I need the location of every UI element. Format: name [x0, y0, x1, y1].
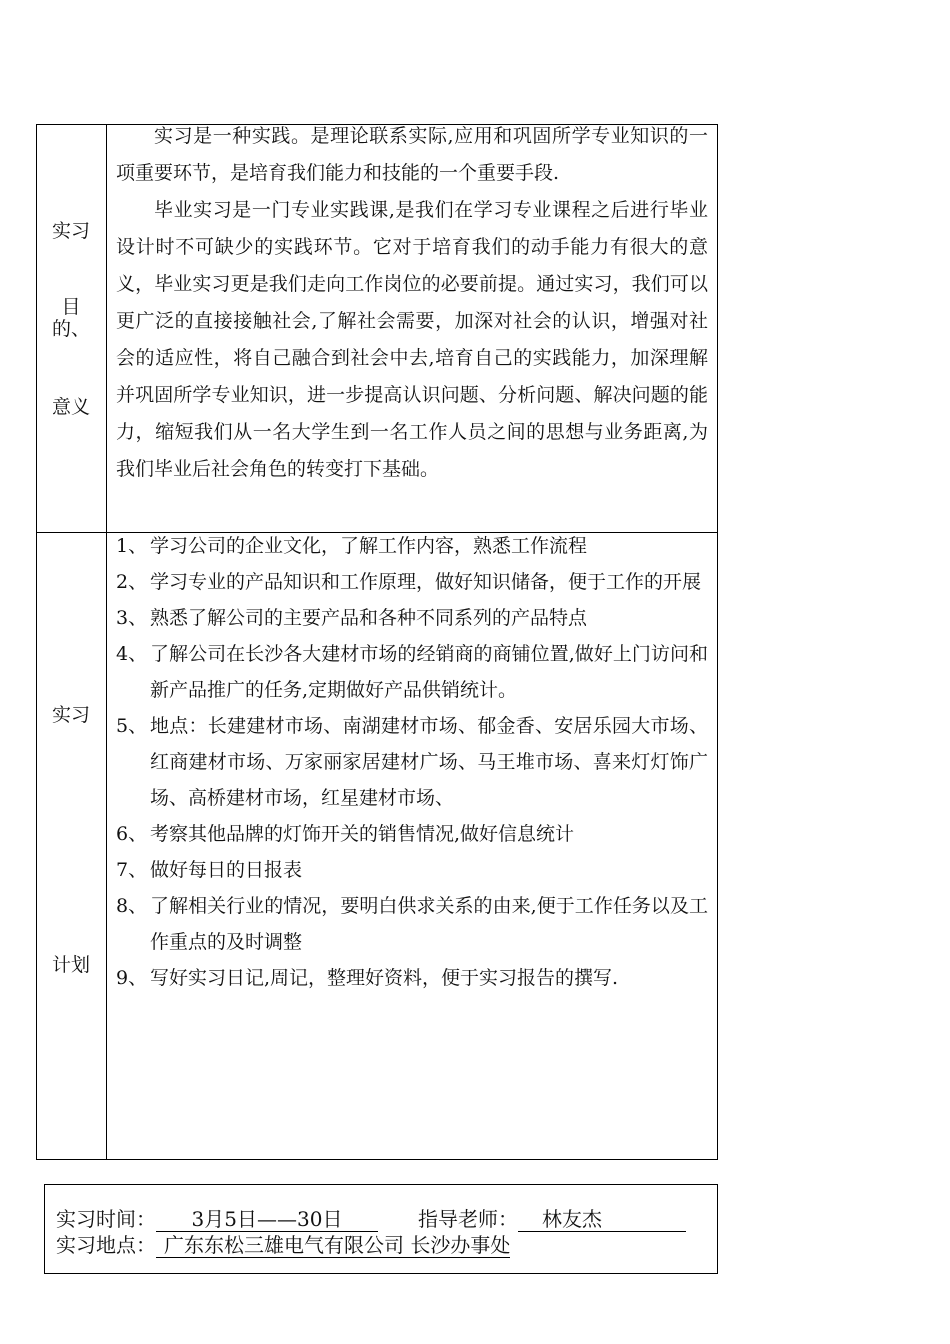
place-label: 实习地点： — [56, 1233, 156, 1257]
item-text: 了解相关行业的情况，要明白供求关系的由来,便于工作任务以及工作重点的及时调整 — [150, 895, 708, 953]
purpose-label — [36, 220, 106, 242]
item-text: 考察其他品牌的灯饰开关的销售情况,做好信息统计 — [150, 823, 575, 845]
purpose-label-line: 意义 — [51, 396, 90, 418]
list-item — [116, 528, 708, 564]
purpose-label-line: 实习 — [51, 220, 90, 242]
list-item — [116, 564, 708, 600]
plan-label-bottom — [36, 954, 106, 976]
item-text: 学习公司的企业文化，了解工作内容，熟悉工作流程 — [150, 535, 588, 557]
list-item — [116, 852, 708, 888]
purpose-label — [36, 396, 106, 418]
footer-time-line — [56, 1206, 686, 1232]
list-item — [116, 960, 708, 996]
time-label: 实习时间： — [56, 1207, 156, 1231]
plan-label-top — [36, 704, 106, 726]
purpose-label-line: 目 — [61, 296, 81, 318]
item-number: 3、 — [116, 607, 148, 629]
plan-label-line: 计划 — [51, 954, 90, 976]
purpose-paragraph: 实习是一种实践。是理论联系实际,应用和巩固所学专业知识的一项重要环节，是培育我们能力和技能的一个重要手段. — [116, 125, 708, 184]
item-text: 写好实习日记,周记，整理好资料，便于实习报告的撰写. — [150, 967, 619, 989]
list-item — [116, 636, 708, 708]
item-number: 5、 — [116, 715, 148, 737]
item-text: 学习专业的产品知识和工作原理，做好知识储备，便于工作的开展 — [150, 571, 702, 593]
purpose-label-line: 的、 — [51, 318, 90, 340]
plan-label-line: 实习 — [51, 704, 90, 726]
item-text: 地点：长建建材市场、南湖建材市场、郁金香、安居乐园大市场、红商建材市场、万家丽家居建材广场、马王堆市场、喜来灯灯饰广场、高桥建材市场，红星建材市场、 — [150, 715, 708, 809]
teacher-value: 林友杰 — [518, 1207, 686, 1232]
item-text: 熟悉了解公司的主要产品和各种不同系列的产品特点 — [150, 607, 588, 629]
item-number: 4、 — [116, 643, 148, 665]
footer-place-line — [56, 1232, 510, 1258]
item-text: 了解公司在长沙各大建材市场的经销商的商铺位置,做好上门访问和新产品推广的任务,定期做好产品供销统计。 — [150, 643, 708, 701]
purpose-paragraph: 毕业实习是一门专业实践课,是我们在学习专业课程之后进行毕业设计时不可缺少的实践环节。它对于培育我们的动手能力有很大的意义，毕业实习更是我们走向工作岗位的必要前提。通过实习，我们可以更广泛的直接接触社会,了解社会需要，加深对社会的认识，增强对社会的适应性，将自己融合到社会中去,培育自己的实践能力，加深理解并巩固所学专业知识，进一步提高认识问题、分析问题、解决问题的能力，缩短我们从一名大学生到一名工作人员之间的思想与业务距离,为我们毕业后社会角色的转变打下基础。 — [116, 199, 708, 480]
list-item — [116, 708, 708, 816]
teacher-label: 指导老师： — [418, 1207, 518, 1231]
list-item — [116, 816, 708, 852]
item-text: 做好每日的日报表 — [150, 859, 303, 881]
item-number: 8、 — [116, 895, 148, 917]
item-number: 2、 — [116, 571, 148, 593]
list-item — [116, 888, 708, 960]
item-number: 9、 — [116, 967, 148, 989]
purpose-label — [36, 296, 106, 340]
item-number: 6、 — [116, 823, 148, 845]
list-item — [116, 600, 708, 636]
plan-list — [116, 528, 708, 996]
purpose-content — [116, 118, 708, 488]
table-column-divider — [106, 124, 107, 1160]
time-value: 3月5日——30日 — [156, 1207, 378, 1232]
item-number: 1、 — [116, 535, 148, 557]
place-value: 广东东松三雄电气有限公司 长沙办事处 — [156, 1233, 510, 1258]
item-number: 7、 — [116, 859, 148, 881]
